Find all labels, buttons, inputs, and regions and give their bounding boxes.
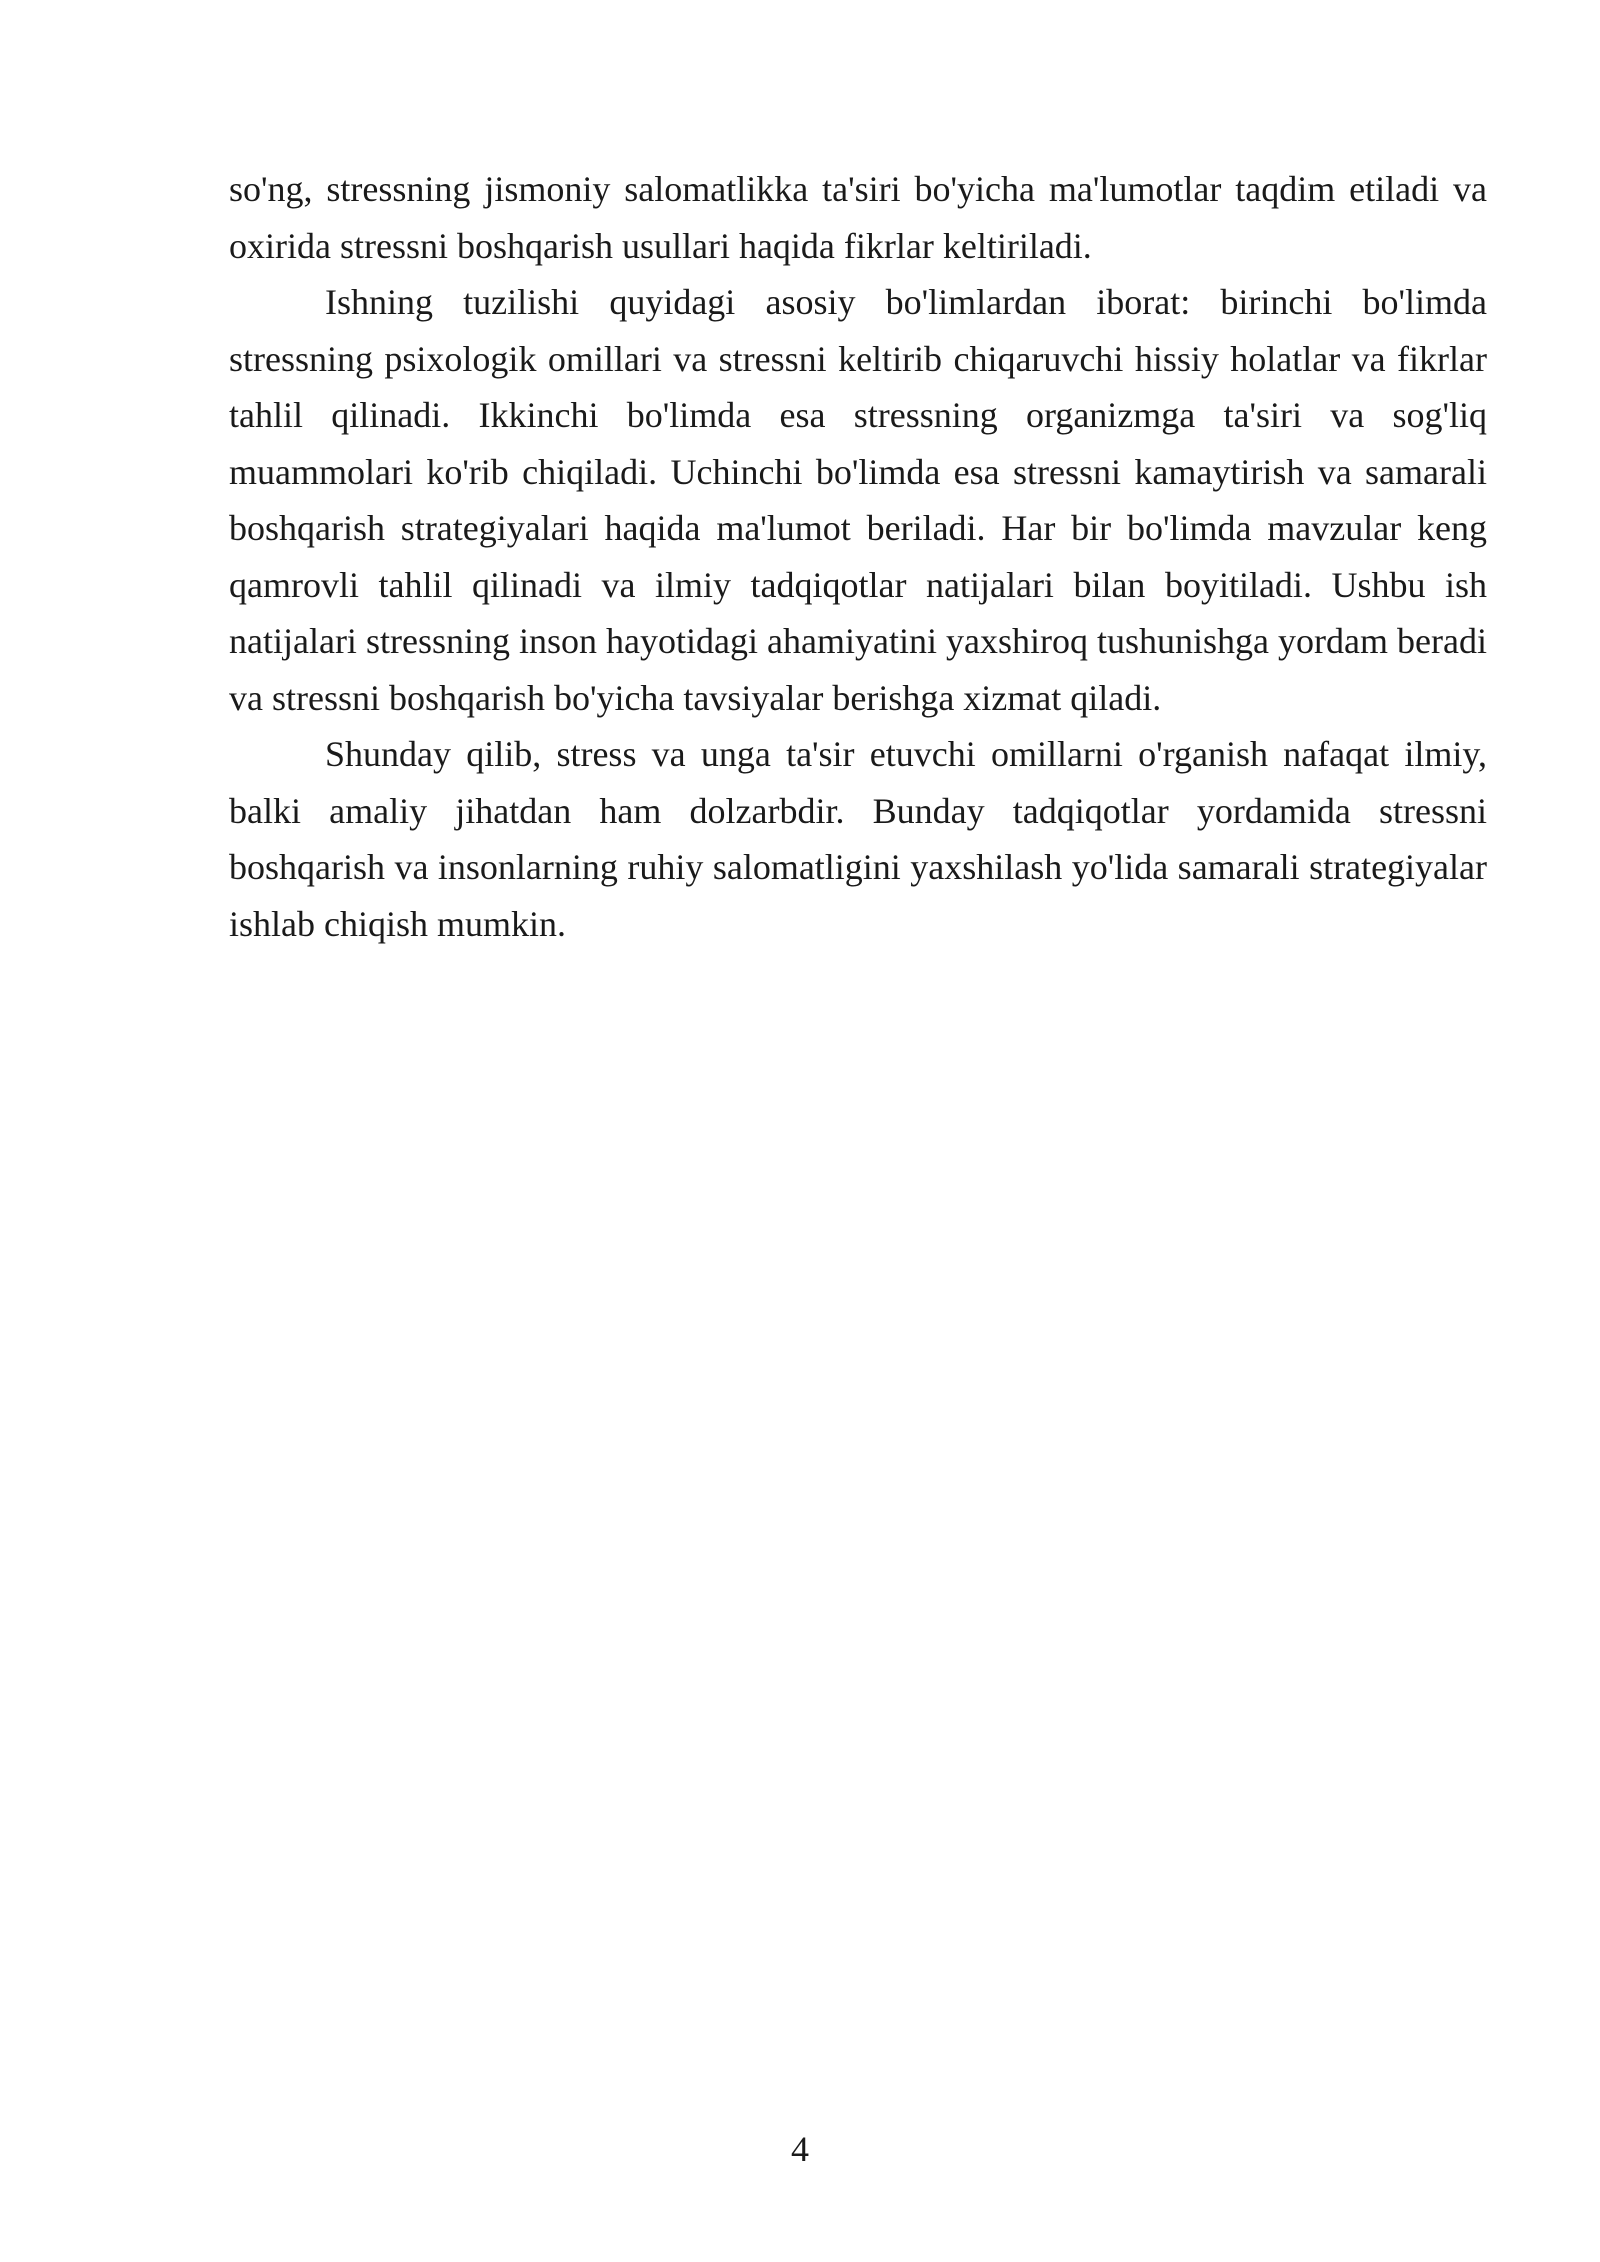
page-number: 4 — [791, 2129, 809, 2169]
paragraph-conclusion: Shunday qilib, stress va unga ta'sir etuvchi omillarni o'rganish nafaqat ilmiy, balki amaliy jihatdan ham dolzarbdir. Bunday tadqiqotlar yordamida stressni boshqarish va insonlarning ruhiy salomatligini yaxshilash yo'lida samarali strategiyalar ishlab chiqish mumkin. — [229, 734, 1487, 944]
paragraph-continuation: so'ng, stressning jismoniy salomatlikka ta'siri bo'yicha ma'lumotlar taqdim etiladi va oxirida stressni boshqarish usullari haqida fikrlar keltiriladi. — [229, 169, 1487, 266]
paragraph-structure: Ishning tuzilishi quyidagi asosiy bo'limlardan iborat: birinchi bo'limda stressning psixologik omillari va stressni keltirib chiqaruvchi hissiy holatlar va fikrlar tahlil qilinadi. Ikkinchi bo'limda esa stressning organizmga ta'siri va sog'liq muammolari ko'rib chiqiladi. Uchinchi bo'limda esa stressni kamaytirish va samarali boshqarish strategiyalari haqida ma'lumot beriladi. Har bir bo'limda mavzular keng qamrovli tahlil qilinadi va ilmiy tadqiqotlar natijalari bilan boyitiladi. Ushbu ish natijalari stressning inson hayotidagi ahamiyatini yaxshiroq tushunishga yordam beradi va stressni boshqarish bo'yicha tavsiyalar berishga xizmat qiladi. — [229, 282, 1487, 718]
document-body — [229, 161, 1487, 952]
